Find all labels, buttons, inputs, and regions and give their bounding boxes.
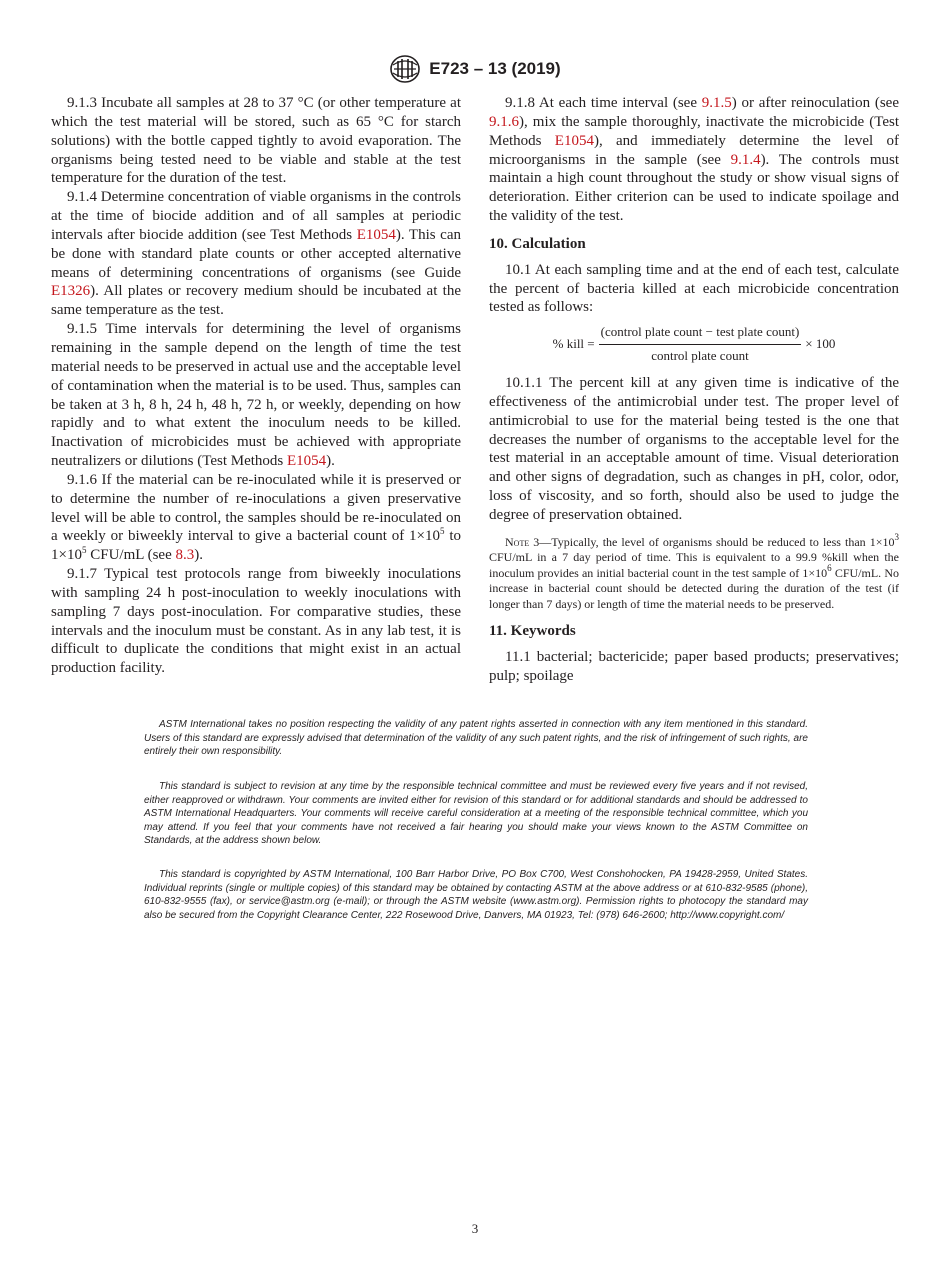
ref-link-8-3[interactable]: 8.3 — [175, 547, 195, 564]
astm-logo-icon — [389, 54, 421, 84]
paragraph-9-1-8: 9.1.8 At each time interval (see 9.1.5) or after reinoculation (see 9.1.6), mix the sample thoroughly, inactivate the microbicide (Test Methods E1054), and immediately determine the level of microorganisms in the sample (see 9.1.4). The controls must maintain a high count throughout the study or show visual signs of deterioration. Either criterion can be used to indicate spoilage and the validity of the test. — [489, 95, 900, 225]
ref-link-e1054[interactable]: E1054 — [356, 226, 396, 243]
paragraph-9-1-5: 9.1.5 Time intervals for determining the level of organisms remaining in the sample depend on the length of time the test material needs to be preserved in actual use and the acceptable level of contamination when the material is to be used. Thus, samples can be taken at 3 h, 8 h, 24 h, 48 h, 72 h, or weekly, depending on how rapidly and to what extent the inoculum needs to be killed. Inactivation of microbicides must be achieved with appropriate neutralizers or dilutions (Test Methods E1054). — [51, 321, 461, 470]
percent-kill-formula — [489, 323, 899, 366]
ref-link-e1054[interactable]: E1054 — [554, 132, 594, 149]
footer-patent-notice: ASTM International takes no position respecting the validity of any patent rights asserted in connection with any item mentioned in this standard. Users of this standard are expressly advised that determination of the validity of any such patent rights, and the risk of infringement of such rights, are entirely their own responsibility. — [144, 719, 808, 758]
page-number: 3 — [471, 1221, 479, 1236]
footer-revision-notice: This standard is subject to revision at any time by the responsible technical committee and must be reviewed every five years and if not revised, either reapproved or withdrawn. Your comments are invited either for revision of this standard or for additional standards and should be addressed to ASTM International Headquarters. Your comments will receive careful consideration at a meeting of the responsible technical committee, which you may attend. If you feel that your comments have not received a fair hearing you should make your views known to the ASTM Committee on Standards, at the address shown below. — [144, 781, 808, 847]
ref-link-9-1-6[interactable]: 9.1.6 — [489, 113, 519, 130]
paragraph-9-1-6: 9.1.6 If the material can be re-inoculated while it is preserved or to determine the number of re-inoculations a given preservative level will be able to control, the samples should be re-inoculated on a weekly or biweekly interval to give a bacterial count of $1\times 10^5$ to $1\times 10^5$ CFU/mL (see 8.3). — [51, 471, 462, 564]
formula-fraction — [599, 323, 802, 366]
left-column — [51, 94, 461, 678]
formula-denominator: control plate count — [651, 348, 749, 364]
right-column — [489, 94, 899, 686]
ref-link-e1054[interactable]: E1054 — [287, 453, 327, 470]
ref-link-e1326[interactable]: E1326 — [51, 283, 91, 300]
page-header — [0, 54, 950, 84]
ref-link-9-1-5[interactable]: 9.1.5 — [701, 95, 732, 111]
formula-numerator: (control plate count − test plate count) — [599, 323, 802, 345]
paragraph-10-1: 10.1 At each sampling time and at the end of each test, calculate the percent of bacteria killed at each microbicide concentration tested as follows: — [489, 261, 899, 316]
paragraph-10-1-1: 10.1.1 The percent kill at any given time is indicative of the effectiveness of the antimicrobial under test. The proper level of antimicrobial to use for the material being tested is the one that decreases the number of organisms to the acceptable level for the test material in an acceptable amount of time. Visual deterioration and other signs of degradation, such as changes in pH, color, odor, loss of viscosity, and so forth, should also be used to judge the degree of preservation obtained. — [489, 374, 899, 523]
paragraph-9-1-3: 9.1.3 Incubate all samples at 28 to 37 °C (or other temperature at which the test material will be stored, such as 65 °C for starch solutions) with the bottle capped tightly to avoid evaporation. The organisms being tested need to be viable and stable at the test temperature for the duration of the test. — [51, 95, 461, 187]
paragraph-11-1: 11.1 bacterial; bactericide; paper based products; preservatives; pulp; spoilage — [489, 649, 899, 684]
section-10-heading: 10. Calculation — [489, 235, 586, 252]
note-3: Note 3—Typically, the level of organisms should be reduced to less than $1\times 10^3$ CFU/mL in a 7 day period of time. This is equivalent to a 99.9 %kill when the inoculum provides an initial bacterial count in the test sample of $1\times 10^6$ CFU/mL. No increase in bacterial count should be detected during the duration of the test (if longer than 7 days) or length of time the material needs to be preserved. — [489, 531, 899, 611]
ref-link-9-1-4[interactable]: 9.1.4 — [730, 151, 761, 168]
formula-rhs: × 100 — [805, 336, 836, 352]
section-11-heading: 11. Keywords — [489, 623, 576, 640]
paragraph-9-1-4: 9.1.4 Determine concentration of viable organisms in the controls at the time of biocide addition and of all samples at periodic intervals after biocide addition (see Test Methods E1054). This can be done with standard plate counts or other accepted alternative means of determining concentrations of organisms (see Guide E1326). All plates or recovery medium should be incubated at the same temperature as the test. — [51, 189, 461, 319]
note-label: Note — [505, 534, 530, 549]
paragraph-9-1-7: 9.1.7 Typical test protocols range from biweekly inoculations with sampling 24 h post-inoculation to weekly inoculations with sampling 7 days post-inoculation. For comparative studies, these intervals and the inoculum must be constant. As in any lab test, it is difficult to duplicate the conditions that might exist in an actual production facility. — [51, 566, 461, 677]
formula-lhs: % kill = — [552, 336, 595, 352]
footer-copyright-notice: This standard is copyrighted by ASTM International, 100 Barr Harbor Drive, PO Box C700, West Conshohocken, PA 19428-2959, United States. Individual reprints (single or multiple copies) of this standard may be obtained by contacting ASTM at the above address or at 610-832-9585 (phone), 610-832-9555 (fax), or service@astm.org (e-mail); or through the ASTM website (www.astm.org). Permission rights to photocopy the standard may also be secured from the Copyright Clearance Center, 222 Rosewood Drive, Danvers, MA 01923, Tel: (978) 646-2600; http://www.copyright.com/ — [144, 869, 808, 921]
document-designation: E723 – 13 (2019) — [429, 59, 561, 78]
